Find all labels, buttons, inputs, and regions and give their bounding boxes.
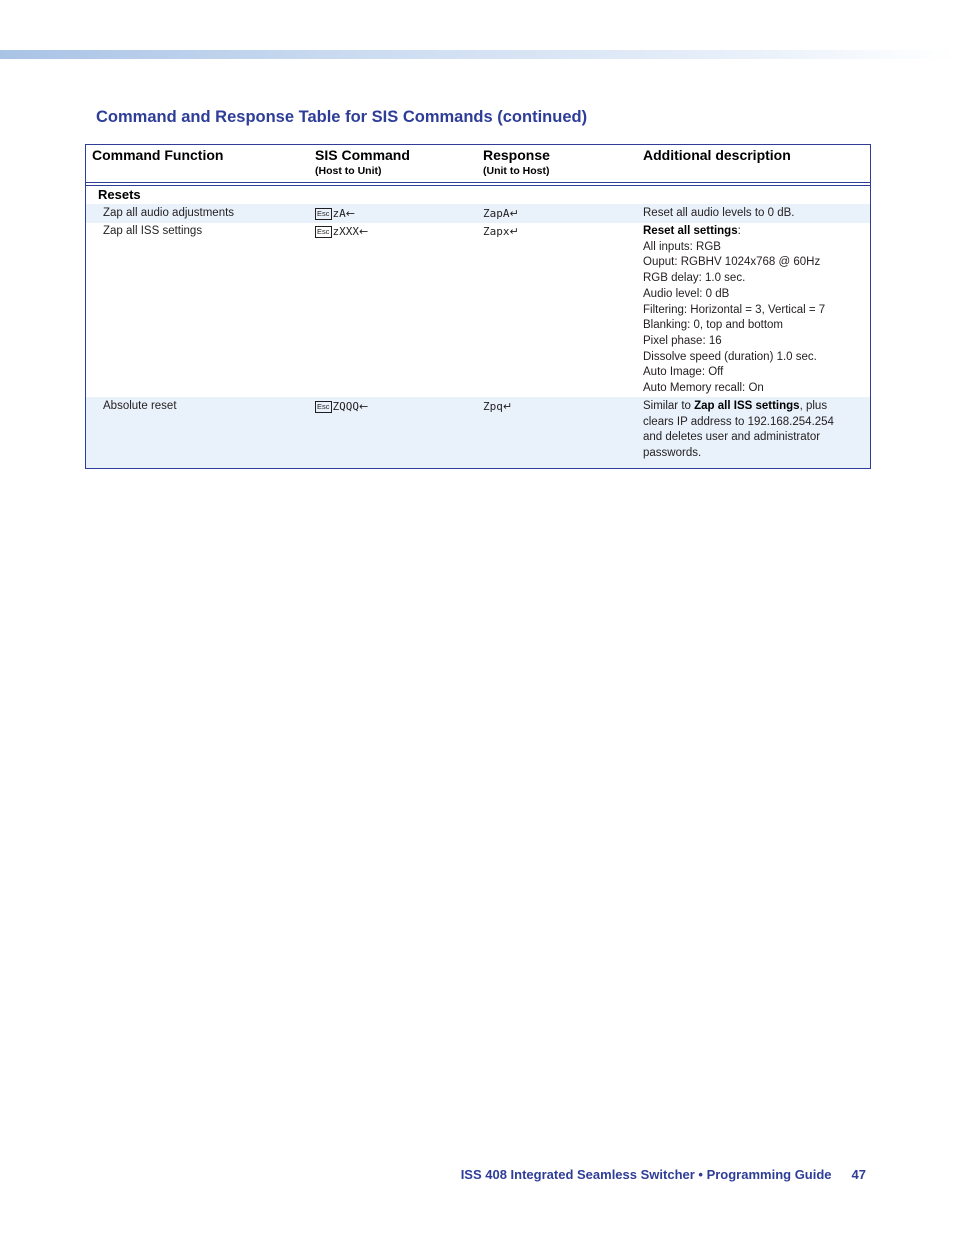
page-number: 47 (851, 1167, 866, 1182)
sis-command-table (85, 144, 871, 469)
table-row (86, 222, 870, 397)
return-arrow-icon: ↵ (502, 400, 513, 413)
description-line: Auto Image: Off (643, 366, 724, 379)
row-response (483, 399, 512, 415)
description-bold: Zap all ISS settings (694, 400, 800, 412)
response-text: ZapA (483, 207, 510, 220)
page-footer (461, 1167, 866, 1182)
description-line: Auto Memory recall: On (643, 382, 764, 395)
description-line: Filtering: Horizontal = 3, Vertical = 7 (643, 303, 826, 316)
header-sis-command-sub: (Host to Unit) (315, 165, 382, 177)
header-gradient-bar (0, 50, 954, 59)
header-rule-top (86, 182, 870, 183)
description-line: Blanking: 0, top and bottom (643, 319, 784, 332)
row-sis-command (315, 206, 355, 222)
row-function: Absolute reset (103, 400, 177, 412)
header-command-function (92, 147, 223, 164)
row-sis-command (315, 399, 368, 415)
row-function: Zap all audio adjustments (103, 207, 235, 219)
header-response-sub: (Unit to Host) (483, 165, 550, 177)
left-arrow-icon: ← (359, 400, 369, 413)
description-line: Reset all audio levels to 0 dB. (643, 207, 795, 219)
section-label-resets: Resets (98, 187, 141, 202)
description-line: clears IP address to 192.168.254.254 (643, 415, 834, 428)
esc-key-icon: Esc (317, 209, 330, 218)
footer-title: ISS 408 Integrated Seamless Switcher • Programming Guide (460, 1167, 832, 1182)
header-description-label: Additional description (643, 147, 791, 163)
description-title-line (643, 224, 858, 240)
description-line: and deletes user and administrator (643, 431, 821, 444)
command-text: zXXX (332, 225, 360, 238)
row-description (643, 399, 858, 462)
description-line: Audio level: 0 dB (643, 287, 730, 300)
row-description (643, 206, 858, 222)
return-arrow-icon: ↵ (509, 207, 519, 220)
description-line: Dissolve speed (duration) 1.0 sec. (643, 350, 817, 363)
row-response (483, 224, 519, 240)
header-rule-bottom (86, 185, 870, 186)
table-row (86, 204, 870, 223)
table-row (86, 397, 870, 468)
description-title-suffix: : (737, 225, 741, 237)
description-suffix: , plus (799, 400, 828, 412)
left-arrow-icon: ← (345, 207, 355, 220)
row-function: Zap all ISS settings (103, 225, 203, 237)
page-title: Command and Response Table for SIS Commands (continued) (96, 108, 588, 126)
description-line: RGB delay: 1.0 sec. (643, 272, 746, 285)
row-response (483, 206, 519, 222)
esc-key-icon: Esc (317, 402, 330, 411)
header-description (643, 147, 791, 164)
description-first-line (643, 399, 858, 415)
return-arrow-icon: ↵ (509, 225, 519, 238)
response-text: Zapx (483, 225, 510, 238)
description-line: All inputs: RGB (643, 240, 721, 253)
command-text: zA (332, 207, 346, 220)
header-response (483, 147, 550, 178)
header-response-label: Response (483, 147, 550, 163)
description-title: Reset all settings (643, 225, 738, 237)
row-sis-command (315, 224, 368, 240)
response-text: Zpq (483, 400, 503, 413)
description-prefix: Similar to (643, 400, 695, 412)
description-line: Pixel phase: 16 (643, 334, 722, 347)
command-text: ZQQQ (332, 400, 360, 413)
header-function-label: Command Function (92, 147, 224, 163)
table-header (86, 145, 870, 183)
description-line: Ouput: RGBHV 1024x768 @ 60Hz (643, 256, 821, 269)
row-description (643, 224, 858, 397)
left-arrow-icon: ← (359, 225, 369, 238)
esc-key-icon: Esc (317, 227, 330, 236)
description-line: passwords. (643, 447, 702, 460)
header-sis-command-label: SIS Command (315, 147, 410, 163)
header-sis-command (315, 147, 410, 178)
